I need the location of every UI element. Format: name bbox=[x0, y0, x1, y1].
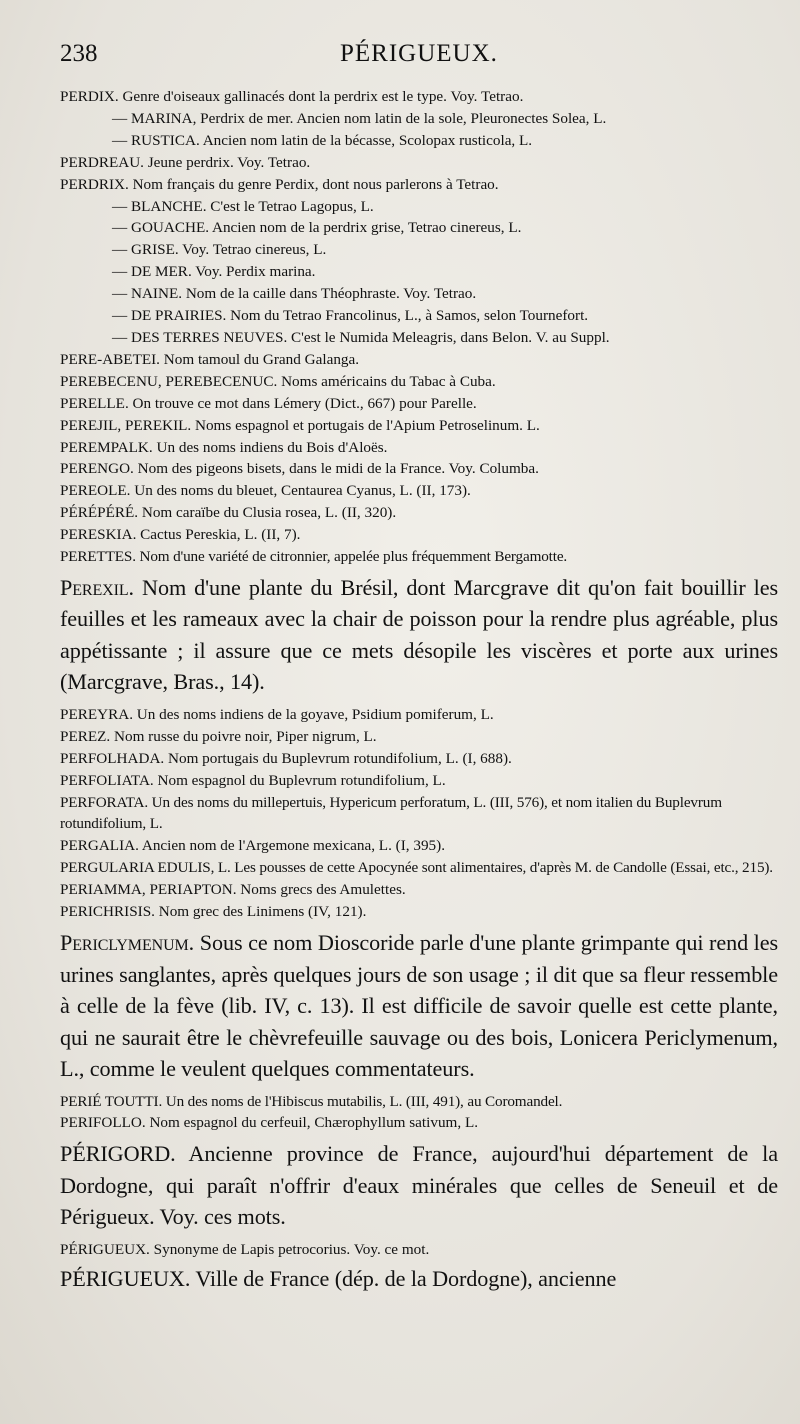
entry-line: PERENGO. Nom des pigeons bisets, dans le midi de la France. Voy. Columba. bbox=[60, 460, 539, 478]
running-head: PÉRIGUEUX. bbox=[340, 40, 498, 67]
page-header bbox=[60, 40, 778, 82]
entry-line: PERETTES. Nom d'une variété de citronnier, appelée plus fréquemment Bergamotte. bbox=[60, 548, 568, 566]
entry-text: Nom d'une plante du Brésil, dont Marcgrave dit qu'on fait bouillir les feuilles et les rameaux avec la chair de poisson pour la rendre plus agréable, plus appétissante ; il assure que ce mets désopile les viscères et porte aux urines (Marcgrave, Bras., 14). bbox=[60, 574, 779, 695]
sub-entry-line: — GOUACHE. Ancien nom de la perdrix grise, Tetrao cinereus, L. bbox=[112, 219, 522, 237]
dictionary-entries bbox=[60, 86, 778, 1294]
entry-line: PERDREAU. Jeune perdrix. Voy. Tetrao. bbox=[60, 153, 311, 171]
entry-headword: Periclymenum. bbox=[60, 930, 195, 955]
entry-line: PERESKIA. Cactus Pereskia, L. (II, 7). bbox=[60, 526, 301, 544]
entry-line: PERGALIA. Ancien nom de l'Argemone mexicana, L. (I, 395). bbox=[60, 837, 446, 855]
entry-headword: PÉRIGORD. bbox=[60, 1141, 176, 1167]
sub-entry-line: — DE MER. Voy. Perdix marina. bbox=[112, 263, 316, 281]
page-number: 238 bbox=[60, 40, 98, 67]
entry-headword: PÉRIGUEUX. bbox=[60, 1265, 191, 1291]
entry-line: PÉRIGUEUX. Synonyme de Lapis petrocorius. Voy. ce mot. bbox=[60, 1240, 430, 1258]
entry-line: PEREZ. Nom russe du poivre noir, Piper nigrum, L. bbox=[60, 727, 377, 745]
entry-text: Sous ce nom Dioscoride parle d'une plante grimpante qui rend les urines sanglantes, après quelques jours de son usage ; il dit que sa fleur ressemble à celle de la fève (lib. IV, c. 13). Il est difficile de savoir quelle est cette plante, qui ne saurait être le chèvrefeuille sauvage ou des bois, Lonicera Periclymenum, L., comme le veulent quelques commentateurs. bbox=[60, 930, 779, 1081]
entry-paragraph bbox=[60, 927, 778, 1085]
entry-line: PERE-ABETEI. Nom tamoul du Grand Galanga. bbox=[60, 350, 360, 368]
sub-entry-line: — DES TERRES NEUVES. C'est le Numida Meleagris, dans Belon. V. au Suppl. bbox=[112, 328, 610, 346]
entry-line: PEREBECENU, PEREBECENUC. Noms américains du Tabac à Cuba. bbox=[60, 372, 496, 390]
entry-line: PERIAMMA, PERIAPTON. Noms grecs des Amulettes. bbox=[60, 881, 406, 899]
entry-text: Ancienne province de France, aujourd'hui département de la Dordogne, qui paraît n'offrir d'eaux minérales que celles de Seneuil et de Périgueux. Voy. ces mots. bbox=[60, 1141, 778, 1230]
entry-line: PERELLE. On trouve ce mot dans Lémery (Dict., 667) pour Parelle. bbox=[60, 394, 477, 412]
entry-line: PEREJIL, PEREKIL. Noms espagnol et portugais de l'Apium Petroselinum. L. bbox=[60, 416, 540, 434]
entry-line: PERDRIX. Nom français du genre Perdix, dont nous parlerons à Tetrao. bbox=[60, 175, 499, 193]
entry-line: PERFORATA. Un des noms du millepertuis, Hypericum perforatum, L. (III, 576), et nom italien du Buplevrum rotundifolium, L. bbox=[60, 793, 722, 833]
sub-entry-line: — RUSTICA. Ancien nom latin de la bécasse, Scolopax rusticola, L. bbox=[112, 131, 533, 149]
entry-line: PERDIX. Genre d'oiseaux gallinacés dont la perdrix est le type. Voy. Tetrao. bbox=[60, 88, 524, 105]
entry-line: PERIÉ TOUTTI. Un des noms de l'Hibiscus mutabilis, L. (III, 491), au Coromandel. bbox=[60, 1092, 563, 1110]
sub-entry-line: — MARINA, Perdrix de mer. Ancien nom latin de la sole, Pleuronectes Solea, L. bbox=[112, 109, 607, 127]
entry-paragraph bbox=[60, 572, 778, 698]
entry-line: PERFOLHADA. Nom portugais du Buplevrum rotundifolium, L. (I, 688). bbox=[60, 749, 512, 767]
sub-entry-line: — GRISE. Voy. Tetrao cinereus, L. bbox=[112, 241, 327, 259]
entry-line: PEREOLE. Un des noms du bleuet, Centaurea Cyanus, L. (II, 173). bbox=[60, 482, 471, 500]
entry-line: PERIFOLLO. Nom espagnol du cerfeuil, Chærophyllum sativum, L. bbox=[60, 1114, 479, 1132]
entry-paragraph bbox=[60, 1263, 778, 1295]
sub-entry-line: — DE PRAIRIES. Nom du Tetrao Francolinus, L., à Samos, selon Tournefort. bbox=[112, 307, 589, 325]
entry-line: PERICHRISIS. Nom grec des Linimens (IV, 121). bbox=[60, 903, 367, 921]
entry-headword: Perexil. bbox=[60, 574, 134, 600]
entry-line: PEREMPALK. Un des noms indiens du Bois d'Aloës. bbox=[60, 438, 388, 456]
entry-line: PEREYRA. Un des noms indiens de la goyave, Psidium pomiferum, L. bbox=[60, 705, 494, 723]
entry-line: PERGULARIA EDULIS, L. Les pousses de cette Apocynée sont alimentaires, d'après M. de Candolle (Essai, etc., 215). bbox=[60, 859, 773, 877]
entry-text: Ville de France (dép. de la Dordogne), ancienne bbox=[195, 1265, 617, 1291]
entry-paragraph bbox=[60, 1138, 778, 1233]
entry-line: PERFOLIATA. Nom espagnol du Buplevrum rotundifolium, L. bbox=[60, 771, 446, 789]
entry-line: PÉRÉPÉRÉ. Nom caraïbe du Clusia rosea, L. (II, 320). bbox=[60, 504, 397, 522]
sub-entry-line: — BLANCHE. C'est le Tetrao Lagopus, L. bbox=[112, 197, 374, 215]
sub-entry-line: — NAINE. Nom de la caille dans Théophraste. Voy. Tetrao. bbox=[112, 285, 477, 303]
